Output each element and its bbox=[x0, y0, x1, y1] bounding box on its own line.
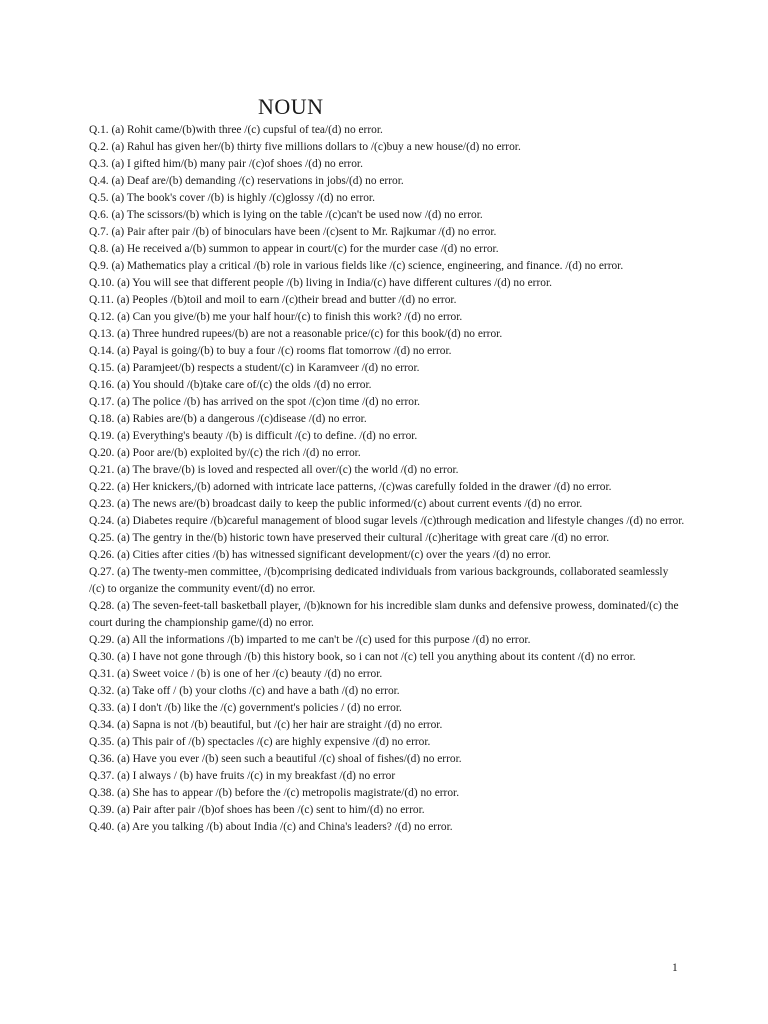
question-item: Q.4. (a) Deaf are/(b) demanding /(c) reservations in jobs/(d) no error. bbox=[89, 175, 404, 187]
question-item: Q.31. (a) Sweet voice / (b) is one of her /(c) beauty /(d) no error. bbox=[89, 668, 383, 680]
question-item: Q.27. (a) The twenty-men committee, /(b)comprising dedicated individuals from various backgrounds, collaborated seamlessly /(c) to organize the community event/(d) no error. bbox=[89, 566, 669, 595]
question-item: Q.2. (a) Rahul has given her/(b) thirty five millions dollars to /(c)buy a new house/(d) no error. bbox=[89, 141, 521, 153]
question-item: Q.36. (a) Have you ever /(b) seen such a beautiful /(c) shoal of fishes/(d) no error. bbox=[89, 753, 462, 765]
question-item: Q.37. (a) I always / (b) have fruits /(c) in my breakfast /(d) no error bbox=[89, 770, 396, 782]
question-item: Q.29. (a) All the informations /(b) imparted to me can't be /(c) used for this purpose /(d) no error. bbox=[89, 634, 531, 646]
question-item: Q.17. (a) The police /(b) has arrived on the spot /(c)on time /(d) no error. bbox=[89, 396, 420, 408]
question-item: Q.32. (a) Take off / (b) your cloths /(c) and have a bath /(d) no error. bbox=[89, 685, 400, 697]
question-item: Q.22. (a) Her knickers,/(b) adorned with intricate lace patterns, /(c)was carefully folded in the drawer /(d) no error. bbox=[89, 481, 612, 493]
question-item: Q.21. (a) The brave/(b) is loved and respected all over/(c) the world /(d) no error. bbox=[89, 464, 459, 476]
question-item: Q.28. (a) The seven-feet-tall basketball player, /(b)known for his incredible slam dunks and defensive prowess, dominated/(c) the court during the championship game/(d) no error. bbox=[89, 600, 679, 629]
question-item: Q.10. (a) You will see that different people /(b) living in India/(c) have different cultures /(d) no error. bbox=[89, 277, 552, 289]
question-item: Q.14. (a) Payal is going/(b) to buy a four /(c) rooms flat tomorrow /(d) no error. bbox=[89, 345, 452, 357]
question-item: Q.38. (a) She has to appear /(b) before the /(c) metropolis magistrate/(d) no error. bbox=[89, 787, 460, 799]
page-number: 1 bbox=[672, 962, 678, 974]
question-item: Q.12. (a) Can you give/(b) me your half hour/(c) to finish this work? /(d) no error. bbox=[89, 311, 463, 323]
question-item: Q.15. (a) Paramjeet/(b) respects a student/(c) in Karamveer /(d) no error. bbox=[89, 362, 420, 374]
question-item: Q.5. (a) The book's cover /(b) is highly /(c)glossy /(d) no error. bbox=[89, 192, 375, 204]
question-item: Q.8. (a) He received a/(b) summon to appear in court/(c) for the murder case /(d) no error. bbox=[89, 243, 499, 255]
question-item: Q.9. (a) Mathematics play a critical /(b) role in various fields like /(c) science, engineering, and finance. /(d) no error. bbox=[89, 260, 624, 272]
question-item: Q.1. (a) Rohit came/(b)with three /(c) cupsful of tea/(d) no error. bbox=[89, 124, 383, 136]
question-item: Q.11. (a) Peoples /(b)toil and moil to earn /(c)their bread and butter /(d) no error. bbox=[89, 294, 457, 306]
question-item: Q.39. (a) Pair after pair /(b)of shoes has been /(c) sent to him/(d) no error. bbox=[89, 804, 425, 816]
question-item: Q.30. (a) I have not gone through /(b) this history book, so i can not /(c) tell you anything about its content /(d) no error. bbox=[89, 651, 636, 663]
question-item: Q.16. (a) You should /(b)take care of/(c) the olds /(d) no error. bbox=[89, 379, 372, 391]
question-item: Q.35. (a) This pair of /(b) spectacles /(c) are highly expensive /(d) no error. bbox=[89, 736, 431, 748]
question-item: Q.25. (a) The gentry in the/(b) historic town have preserved their cultural /(c)heritage with great care /(d) no error. bbox=[89, 532, 610, 544]
question-item: Q.18. (a) Rabies are/(b) a dangerous /(c)disease /(d) no error. bbox=[89, 413, 367, 425]
question-item: Q.13. (a) Three hundred rupees/(b) are not a reasonable price/(c) for this book/(d) no error. bbox=[89, 328, 503, 340]
question-list bbox=[89, 122, 685, 836]
question-item: Q.7. (a) Pair after pair /(b) of binoculars have been /(c)sent to Mr. Rajkumar /(d) no error. bbox=[89, 226, 497, 238]
question-item: Q.33. (a) I don't /(b) like the /(c) government's policies / (d) no error. bbox=[89, 702, 402, 714]
question-item: Q.20. (a) Poor are/(b) exploited by/(c) the rich /(d) no error. bbox=[89, 447, 361, 459]
question-item: Q.26. (a) Cities after cities /(b) has witnessed significant development/(c) over the years /(d) no error. bbox=[89, 549, 551, 561]
question-item: Q.24. (a) Diabetes require /(b)careful management of blood sugar levels /(c)through medication and lifestyle changes /(d) no error. bbox=[89, 515, 685, 527]
question-item: Q.34. (a) Sapna is not /(b) beautiful, but /(c) her hair are straight /(d) no error. bbox=[89, 719, 443, 731]
question-item: Q.3. (a) I gifted him/(b) many pair /(c)of shoes /(d) no error. bbox=[89, 158, 363, 170]
question-item: Q.23. (a) The news are/(b) broadcast daily to keep the public informed/(c) about current events /(d) no error. bbox=[89, 498, 583, 510]
question-item: Q.19. (a) Everything's beauty /(b) is difficult /(c) to define. /(d) no error. bbox=[89, 430, 418, 442]
question-item: Q.6. (a) The scissors/(b) which is lying on the table /(c)can't be used now /(d) no error. bbox=[89, 209, 483, 221]
question-item: Q.40. (a) Are you talking /(b) about India /(c) and China's leaders? /(d) no error. bbox=[89, 821, 453, 833]
page-title: NOUN bbox=[258, 94, 324, 119]
